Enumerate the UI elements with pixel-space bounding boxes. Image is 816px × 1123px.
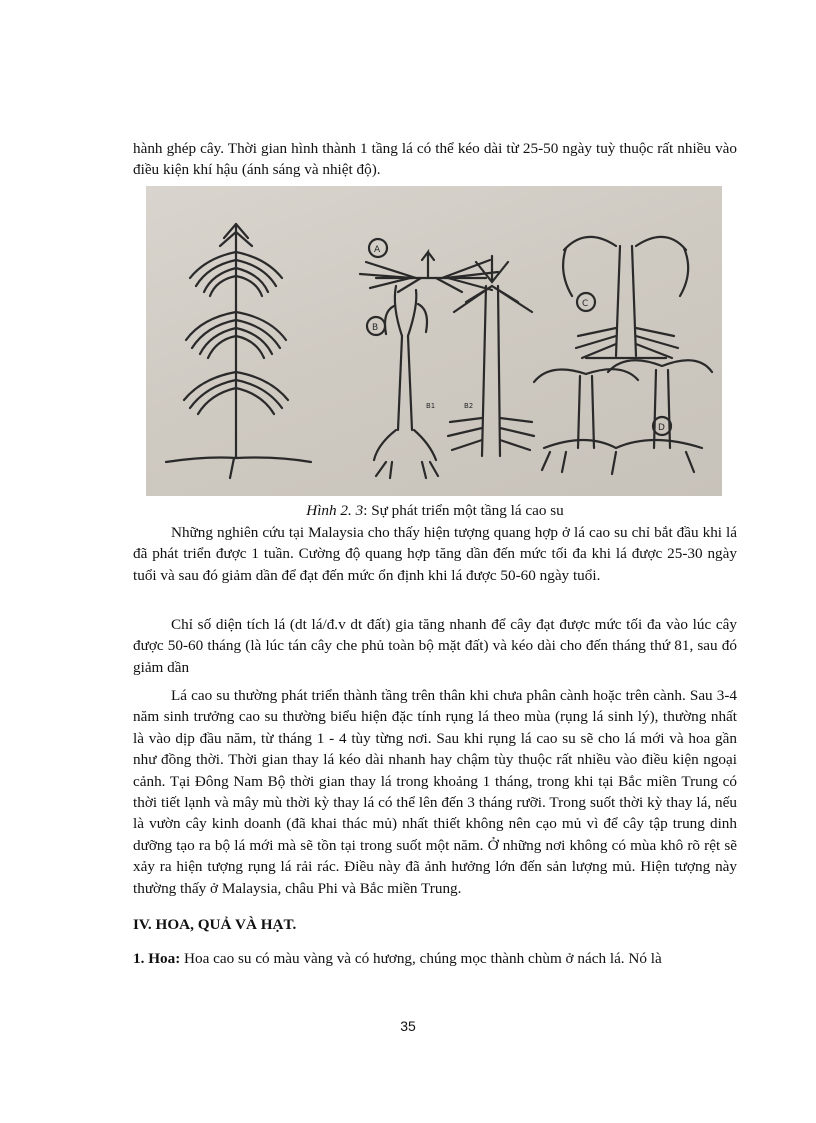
paragraph-leaf-area-index: Chỉ số diện tích lá (dt lá/đ.v dt đất) gia tăng nhanh để cây đạt được mức tối đa vào lúc cây được 50-60 tháng (là lúc tán cây che phủ toàn bộ mặt đất) và kéo dài cho đến tháng thứ 81, sau đó giảm dần: [133, 616, 737, 676]
panel-label-c: C: [582, 299, 589, 309]
flower-label: 1. Hoa:: [133, 950, 181, 967]
inner-label-b2: B2: [464, 402, 474, 410]
panel-label-a: A: [374, 245, 381, 255]
page-number: 35: [400, 1018, 416, 1034]
flower-text: Hoa cao su có màu vàng và có hương, chúng mọc thành chùm ở nách lá. Nó là: [180, 950, 662, 967]
leaf-sketch-drawing: [146, 186, 722, 496]
intro-paragraph: hành ghép cây. Thời gian hình thành 1 tầng lá có thể kéo dài từ 25-50 ngày tuỳ thuộc rất nhiều vào điều kiện khí hậu (ánh sáng và nhiệt độ).: [133, 140, 737, 179]
leaf-development-figure: [146, 186, 722, 496]
panel-label-b: B: [372, 323, 379, 333]
paragraph-leaf-shedding: Lá cao su thường phát triển thành tầng trên thân khi chưa phân cành hoặc trên cành. Sau 3-4 năm sinh trưởng cao su thường biểu hiện đặc tính rụng lá theo mùa (rụng lá sinh lý), thường nhất là vào dịp đầu năm, từ tháng 1 - 4 tùy từng nơi. Sau khi rụng lá cao su sẽ cho lá mới và hoa gần như đồng thời. Thời gian thay lá kéo dài nhanh hay chậm tùy thuộc rất nhiều vào điều kiện ngoại cảnh. Tại Đông Nam Bộ thời gian thay lá trong khoảng 1 tháng, trong khi tại Bắc miền Trung có thời tiết lạnh và mây mù thời kỳ thay lá có thể lên đến 3 tháng rưỡi. Trong suốt thời kỳ thay lá, nếu là vườn cây kinh doanh (đã khai thác mủ) nhất thiết không nên cạo mủ vì để cây tập trung dinh dưỡng tạo ra bộ lá mới mà sẽ tồn tại trong suốt một năm. Ở những nơi không có mùa khô rõ rệt sẽ xảy ra hiện tượng rụng lá rải rác. Điều này đã ảnh hưởng lớn đến sản lượng mủ. Hiện tượng này thường thấy ở Malaysia, châu Phi và Bắc miền Trung.: [133, 687, 737, 897]
figure-caption-label: Hình 2. 3: [306, 502, 364, 519]
section-heading: IV. HOA, QUẢ VÀ HẠT.: [133, 916, 297, 933]
figure-caption: [133, 500, 737, 521]
inner-label-b1: B1: [426, 402, 436, 410]
panel-label-d: D: [658, 423, 665, 433]
paragraph-photosynthesis: Những nghiên cứu tại Malaysia cho thấy hiện tượng quang hợp ở lá cao su chỉ bắt đầu khi lá đã phát triển được 1 tuần. Cường độ quang hợp tăng dần đến mức tối đa khi lá được 25-30 ngày tuổi và sau đó giảm dần để đạt đến mức ổn định khi lá được 50-60 ngày tuổi.: [133, 524, 737, 584]
figure-caption-text: : Sự phát triển một tầng lá cao su: [363, 502, 564, 519]
flower-paragraph: [133, 948, 737, 969]
